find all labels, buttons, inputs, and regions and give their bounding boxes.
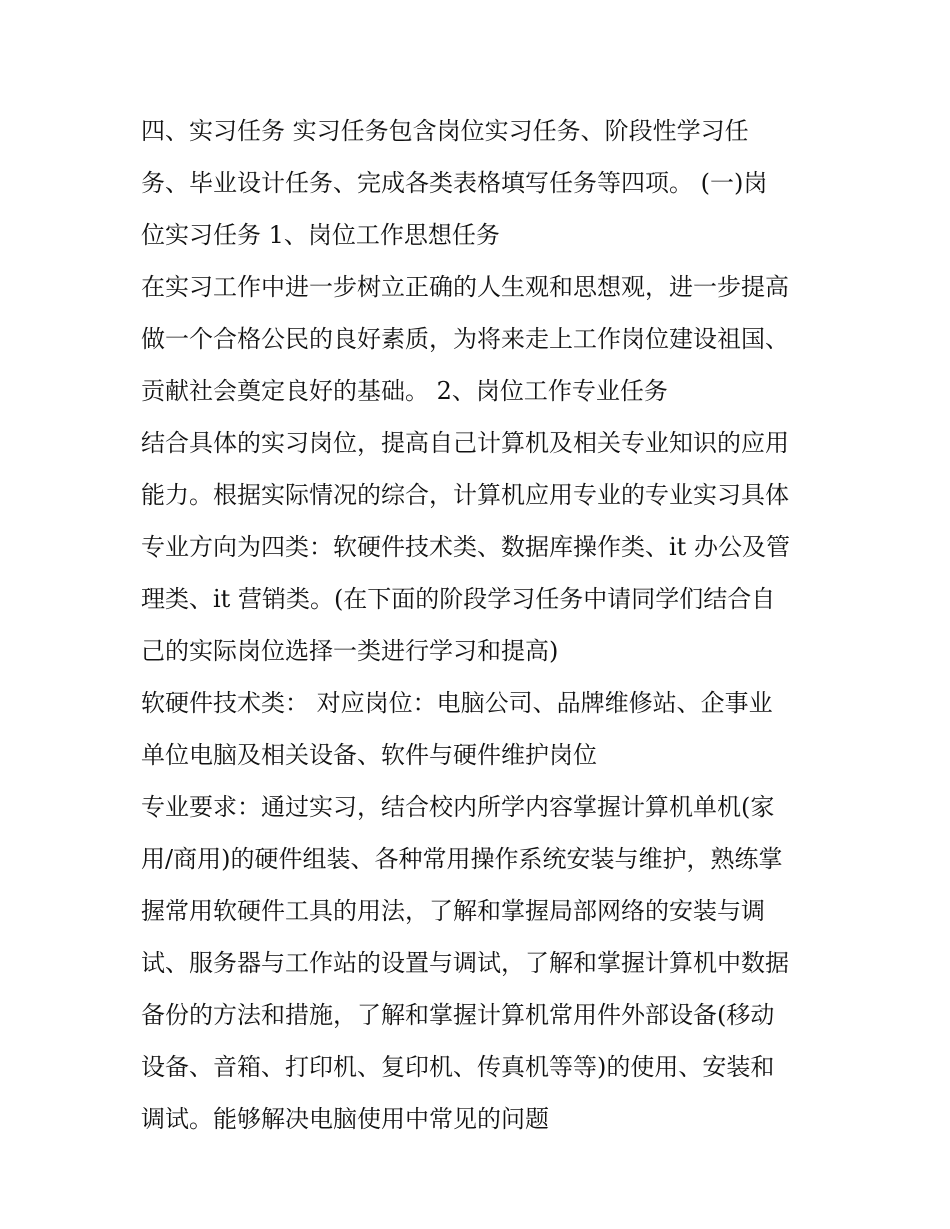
text-line: 设备、音箱、打印机、复印机、传真机等等)的使用、安装和 xyxy=(141,1053,775,1081)
text-line: 专业方向为四类：软硬件技术类、数据库操作类、it 办公及管 xyxy=(141,533,790,561)
text-line: 贡献社会奠定良好的基础。 2、岗位工作专业任务 xyxy=(141,377,668,405)
text-line: 备份的方法和措施，了解和掌握计算机常用件外部设备(移动 xyxy=(141,1001,775,1029)
text-line: 结合具体的实习岗位，提高自己计算机及相关专业知识的应用 xyxy=(141,429,789,457)
text-line: 调试。能够解决电脑使用中常见的问题 xyxy=(141,1105,549,1133)
text-line: 软硬件技术类： 对应岗位：电脑公司、品牌维修站、企事业 xyxy=(141,689,773,717)
text-line: 做一个合格公民的良好素质，为将来走上工作岗位建设祖国、 xyxy=(141,325,789,353)
text-line: 四、实习任务 实习任务包含岗位实习任务、阶段性学习任 xyxy=(141,117,749,145)
text-line: 位实习任务 1、岗位工作思想任务 xyxy=(141,221,500,249)
text-line: 能力。根据实际情况的综合，计算机应用专业的专业实习具体 xyxy=(141,481,789,509)
text-line: 理类、it 营销类。(在下面的阶段学习任务中请同学们结合自 xyxy=(141,585,776,613)
text-line: 专业要求：通过实习，结合校内所学内容掌握计算机单机(家 xyxy=(141,793,775,821)
text-line: 在实习工作中进一步树立正确的人生观和思想观，进一步提高 xyxy=(141,273,789,301)
text-line: 用/商用)的硬件组装、各种常用操作系统安装与维护，熟练掌 xyxy=(141,845,783,873)
text-line: 试、服务器与工作站的设置与调试，了解和掌握计算机中数据 xyxy=(141,949,789,977)
text-line: 握常用软硬件工具的用法，了解和掌握局部网络的安装与调 xyxy=(141,897,765,925)
document-body xyxy=(141,105,821,1145)
text-line: 务、毕业设计任务、完成各类表格填写任务等四项。 (一)岗 xyxy=(141,169,768,197)
text-line: 单位电脑及相关设备、软件与硬件维护岗位 xyxy=(141,741,597,769)
text-line: 己的实际岗位选择一类进行学习和提高) xyxy=(141,637,559,665)
